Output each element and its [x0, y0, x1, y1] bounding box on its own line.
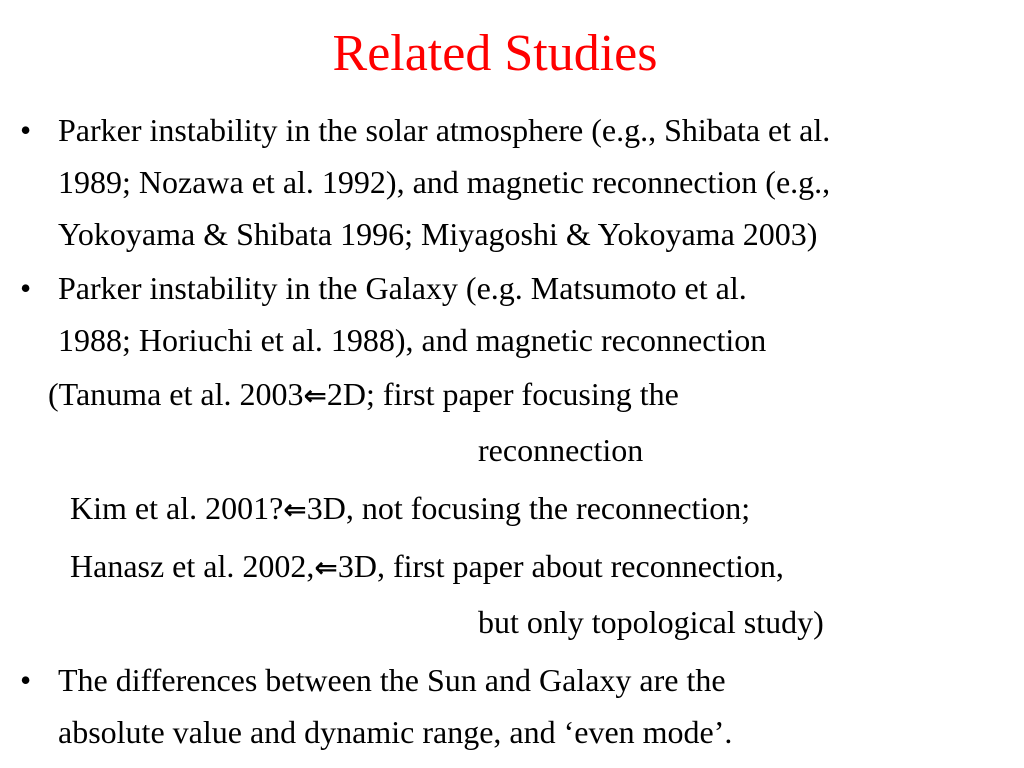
tanuma-continuation: reconnection	[478, 432, 644, 468]
left-arrow-icon: ⇐	[283, 493, 307, 526]
bullet-icon: •	[20, 270, 32, 306]
bullet-line: absolute value and dynamic range, and ‘even mode’.	[58, 714, 733, 750]
kim-note: 3D, not focusing the reconnection;	[306, 490, 751, 526]
bullet-line: Yokoyama & Shibata 1996; Miyagoshi & Yokoyama 2003)	[58, 216, 818, 252]
bullet-line: 1989; Nozawa et al. 1992), and magnetic reconnection (e.g.,	[58, 164, 831, 200]
bullet-icon: •	[20, 112, 32, 148]
bullet-line: The differences between the Sun and Galaxy are the	[58, 662, 726, 698]
kim-text: Kim et al. 2001?	[70, 490, 284, 526]
hanasz-note: 3D, first paper about reconnection,	[337, 548, 784, 584]
bullet-icon: •	[20, 662, 32, 698]
hanasz-line	[70, 540, 784, 594]
hanasz-continuation: but only topological study)	[478, 604, 824, 640]
hanasz-text: Hanasz et al. 2002,	[70, 548, 315, 584]
left-arrow-icon: ⇐	[303, 379, 327, 412]
tanuma-text: (Tanuma et al. 2003	[48, 376, 304, 412]
left-arrow-icon: ⇐	[314, 551, 338, 584]
bullet-line: 1988; Horiuchi et al. 1988), and magnetic reconnection	[58, 322, 767, 358]
tanuma-line	[48, 368, 679, 422]
bullet-line: Parker instability in the solar atmosphere (e.g., Shibata et al.	[58, 112, 831, 148]
kim-line	[70, 482, 750, 536]
slide-title: Related Studies	[332, 25, 658, 82]
tanuma-note: 2D; first paper focusing the	[326, 376, 679, 412]
bullet-line: Parker instability in the Galaxy (e.g. Matsumoto et al.	[58, 270, 747, 306]
